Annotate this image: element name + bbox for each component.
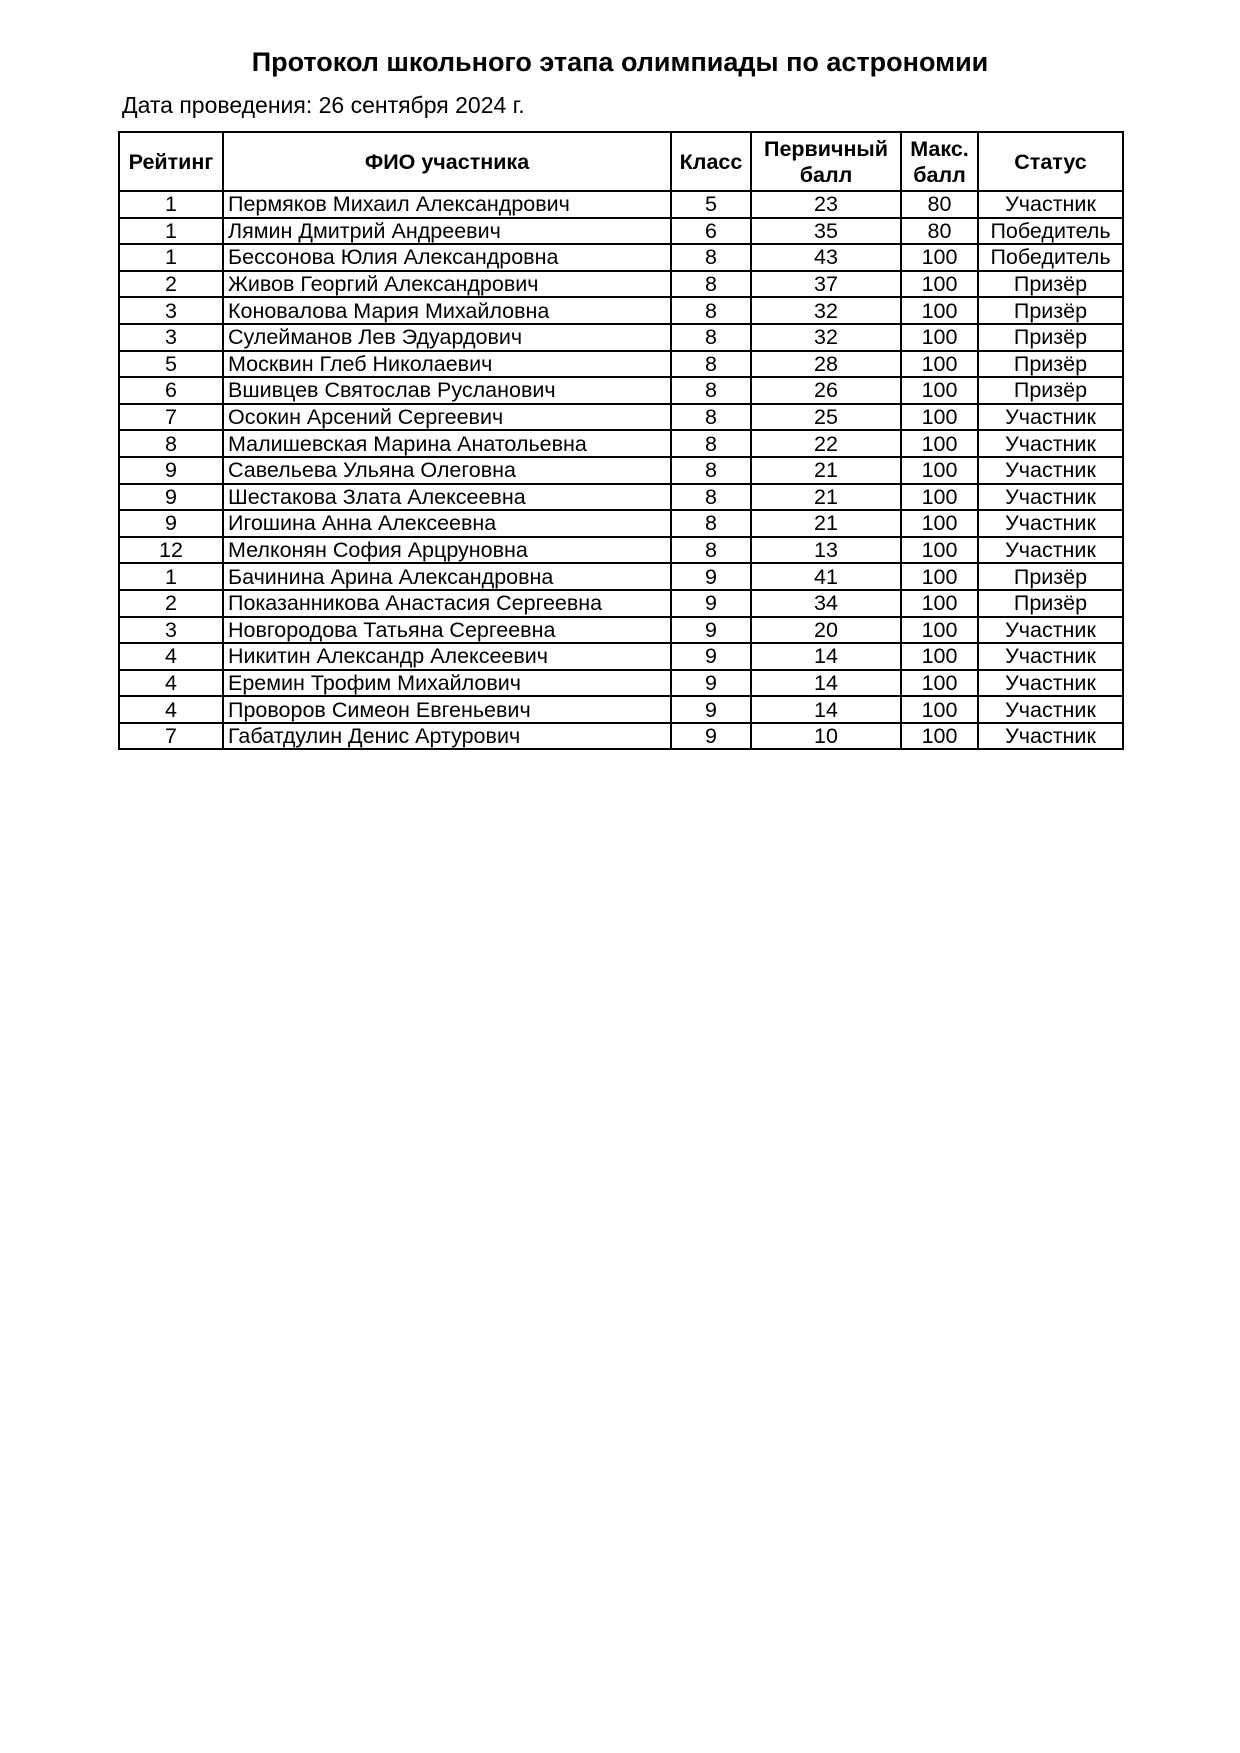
document-title: Протокол школьного этапа олимпиады по астрономии: [251, 47, 989, 77]
cell-max-score: 100: [901, 537, 978, 564]
cell-primary-score: 41: [751, 563, 901, 590]
cell-name: Живов Георгий Александрович: [223, 271, 671, 298]
cell-status: Участник: [978, 643, 1123, 670]
cell-primary-score: 14: [751, 643, 901, 670]
cell-name: Игошина Анна Алексеевна: [223, 510, 671, 537]
cell-primary-score: 21: [751, 457, 901, 484]
cell-class: 8: [671, 297, 751, 324]
cell-name: Шестакова Злата Алексеевна: [223, 484, 671, 511]
table-row: [119, 670, 1123, 697]
column-header-primary-score: Первичный балл: [751, 132, 901, 191]
cell-name: Еремин Трофим Михайлович: [223, 670, 671, 697]
cell-max-score: 100: [901, 590, 978, 617]
cell-max-score: 100: [901, 617, 978, 644]
cell-primary-score: 14: [751, 696, 901, 723]
table-row: [119, 537, 1123, 564]
cell-class: 9: [671, 563, 751, 590]
results-table: [118, 131, 1124, 750]
cell-rating: 5: [119, 351, 223, 378]
table-row: [119, 377, 1123, 404]
cell-name: Бессонова Юлия Александровна: [223, 244, 671, 271]
cell-name: Москвин Глеб Николаевич: [223, 351, 671, 378]
cell-name: Бачинина Арина Александровна: [223, 563, 671, 590]
table-body: [119, 191, 1123, 749]
cell-class: 8: [671, 377, 751, 404]
cell-status: Участник: [978, 617, 1123, 644]
cell-class: 8: [671, 457, 751, 484]
cell-status: Призёр: [978, 563, 1123, 590]
cell-primary-score: 23: [751, 191, 901, 218]
cell-max-score: 100: [901, 430, 978, 457]
cell-class: 8: [671, 404, 751, 431]
cell-class: 9: [671, 723, 751, 750]
cell-max-score: 100: [901, 351, 978, 378]
cell-name: Пермяков Михаил Александрович: [223, 191, 671, 218]
column-header-rating: Рейтинг: [119, 132, 223, 191]
cell-class: 8: [671, 510, 751, 537]
cell-status: Участник: [978, 191, 1123, 218]
cell-name: Савельева Ульяна Олеговна: [223, 457, 671, 484]
cell-primary-score: 22: [751, 430, 901, 457]
cell-status: Призёр: [978, 297, 1123, 324]
table-header-row: [119, 132, 1123, 191]
table-row: [119, 351, 1123, 378]
cell-max-score: 100: [901, 563, 978, 590]
cell-rating: 9: [119, 457, 223, 484]
cell-max-score: 100: [901, 457, 978, 484]
cell-max-score: 100: [901, 377, 978, 404]
cell-class: 8: [671, 244, 751, 271]
cell-max-score: 100: [901, 244, 978, 271]
cell-status: Участник: [978, 670, 1123, 697]
cell-max-score: 100: [901, 510, 978, 537]
cell-rating: 9: [119, 484, 223, 511]
cell-rating: 1: [119, 218, 223, 245]
cell-class: 9: [671, 617, 751, 644]
cell-class: 8: [671, 484, 751, 511]
cell-status: Призёр: [978, 590, 1123, 617]
table-row: [119, 271, 1123, 298]
table-row: [119, 723, 1123, 750]
cell-class: 8: [671, 271, 751, 298]
cell-class: 9: [671, 590, 751, 617]
cell-rating: 8: [119, 430, 223, 457]
cell-max-score: 100: [901, 643, 978, 670]
table-row: [119, 244, 1123, 271]
column-header-class: Класс: [671, 132, 751, 191]
table-row: [119, 404, 1123, 431]
cell-rating: 3: [119, 297, 223, 324]
cell-rating: 4: [119, 643, 223, 670]
cell-status: Участник: [978, 484, 1123, 511]
table-row: [119, 218, 1123, 245]
cell-name: Мелконян София Арцруновна: [223, 537, 671, 564]
cell-class: 9: [671, 643, 751, 670]
cell-max-score: 100: [901, 723, 978, 750]
cell-name: Габатдулин Денис Артурович: [223, 723, 671, 750]
cell-rating: 4: [119, 670, 223, 697]
table-row: [119, 191, 1123, 218]
cell-primary-score: 32: [751, 324, 901, 351]
cell-name: Вшивцев Святослав Русланович: [223, 377, 671, 404]
cell-name: Проворов Симеон Евгеньевич: [223, 696, 671, 723]
cell-max-score: 100: [901, 670, 978, 697]
cell-primary-score: 21: [751, 510, 901, 537]
event-date: Дата проведения: 26 сентября 2024 г.: [122, 92, 525, 118]
cell-rating: 1: [119, 191, 223, 218]
cell-primary-score: 20: [751, 617, 901, 644]
cell-primary-score: 34: [751, 590, 901, 617]
cell-rating: 12: [119, 537, 223, 564]
cell-status: Призёр: [978, 377, 1123, 404]
cell-class: 9: [671, 670, 751, 697]
table-row: [119, 297, 1123, 324]
table-row: [119, 457, 1123, 484]
cell-name: Лямин Дмитрий Андреевич: [223, 218, 671, 245]
column-header-name: ФИО участника: [223, 132, 671, 191]
cell-rating: 6: [119, 377, 223, 404]
cell-status: Участник: [978, 404, 1123, 431]
table-row: [119, 324, 1123, 351]
cell-status: Участник: [978, 696, 1123, 723]
cell-status: Участник: [978, 430, 1123, 457]
cell-max-score: 80: [901, 191, 978, 218]
table-row: [119, 510, 1123, 537]
cell-rating: 7: [119, 404, 223, 431]
cell-name: Осокин Арсений Сергеевич: [223, 404, 671, 431]
cell-max-score: 100: [901, 297, 978, 324]
cell-name: Показанникова Анастасия Сергеевна: [223, 590, 671, 617]
cell-rating: 3: [119, 617, 223, 644]
cell-max-score: 100: [901, 324, 978, 351]
cell-primary-score: 28: [751, 351, 901, 378]
cell-status: Победитель: [978, 244, 1123, 271]
cell-status: Участник: [978, 537, 1123, 564]
cell-rating: 1: [119, 563, 223, 590]
cell-class: 8: [671, 324, 751, 351]
column-header-max-score: Макс. балл: [901, 132, 978, 191]
cell-primary-score: 35: [751, 218, 901, 245]
table-row: [119, 430, 1123, 457]
cell-status: Призёр: [978, 271, 1123, 298]
cell-status: Участник: [978, 510, 1123, 537]
cell-rating: 2: [119, 271, 223, 298]
cell-status: Победитель: [978, 218, 1123, 245]
cell-primary-score: 14: [751, 670, 901, 697]
cell-primary-score: 32: [751, 297, 901, 324]
cell-class: 8: [671, 430, 751, 457]
table-row: [119, 696, 1123, 723]
cell-max-score: 80: [901, 218, 978, 245]
cell-rating: 4: [119, 696, 223, 723]
cell-status: Участник: [978, 457, 1123, 484]
cell-primary-score: 37: [751, 271, 901, 298]
cell-rating: 3: [119, 324, 223, 351]
cell-max-score: 100: [901, 484, 978, 511]
cell-status: Призёр: [978, 324, 1123, 351]
cell-class: 6: [671, 218, 751, 245]
cell-name: Сулейманов Лев Эдуардович: [223, 324, 671, 351]
cell-name: Новгородова Татьяна Сергеевна: [223, 617, 671, 644]
column-header-status: Статус: [978, 132, 1123, 191]
cell-name: Малишевская Марина Анатольевна: [223, 430, 671, 457]
cell-class: 9: [671, 696, 751, 723]
cell-name: Коновалова Мария Михайловна: [223, 297, 671, 324]
cell-primary-score: 25: [751, 404, 901, 431]
cell-max-score: 100: [901, 696, 978, 723]
cell-name: Никитин Александр Алексеевич: [223, 643, 671, 670]
cell-max-score: 100: [901, 404, 978, 431]
cell-rating: 2: [119, 590, 223, 617]
table-row: [119, 563, 1123, 590]
cell-rating: 1: [119, 244, 223, 271]
cell-primary-score: 26: [751, 377, 901, 404]
cell-primary-score: 13: [751, 537, 901, 564]
cell-class: 5: [671, 191, 751, 218]
cell-rating: 7: [119, 723, 223, 750]
cell-primary-score: 21: [751, 484, 901, 511]
cell-primary-score: 43: [751, 244, 901, 271]
cell-rating: 9: [119, 510, 223, 537]
table-row: [119, 590, 1123, 617]
cell-max-score: 100: [901, 271, 978, 298]
cell-status: Призёр: [978, 351, 1123, 378]
cell-status: Участник: [978, 723, 1123, 750]
table-row: [119, 643, 1123, 670]
table-row: [119, 617, 1123, 644]
cell-class: 8: [671, 351, 751, 378]
cell-primary-score: 10: [751, 723, 901, 750]
table-row: [119, 484, 1123, 511]
cell-class: 8: [671, 537, 751, 564]
